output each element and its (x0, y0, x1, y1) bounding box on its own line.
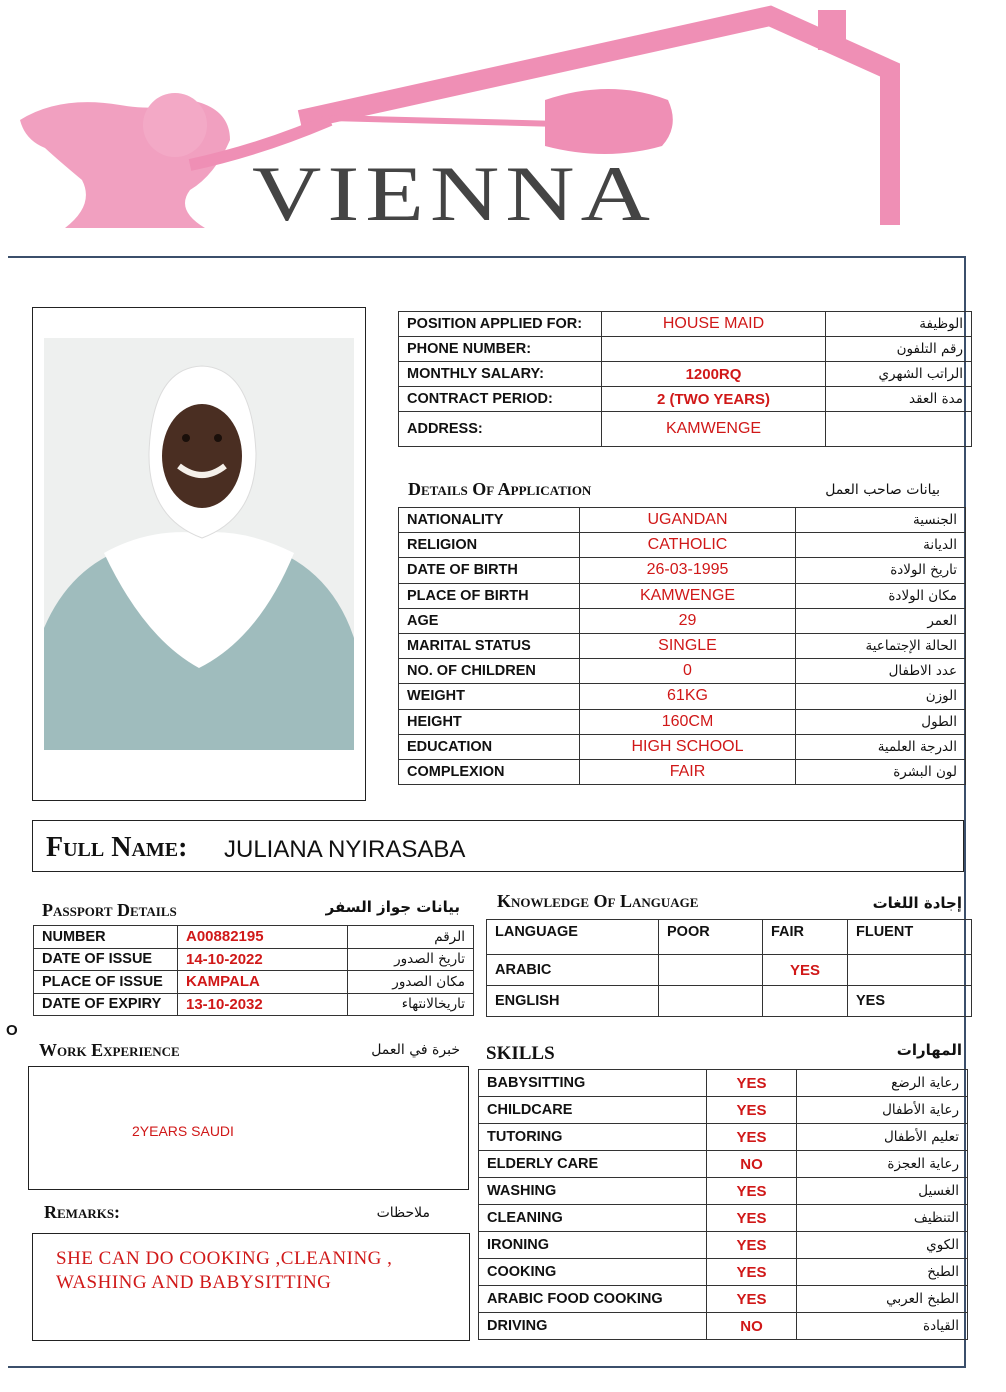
row-label: TUTORING (479, 1124, 707, 1151)
remarks-line-2: WASHING AND BABYSITTING (56, 1272, 332, 1293)
application-table (398, 311, 972, 447)
row-value: A00882195 (178, 926, 348, 949)
row-value: NO (707, 1151, 797, 1178)
row-label-ar: الحالة الإجتماعية (796, 633, 966, 658)
contract-value: 2 (TWO YEARS) (602, 387, 826, 412)
table-row (399, 558, 966, 583)
fair-header: FAIR (763, 920, 848, 955)
language-table (486, 919, 972, 1017)
table-row (479, 1313, 968, 1340)
row-label: IRONING (479, 1232, 707, 1259)
row-label: DATE OF EXPIRY (34, 993, 178, 1016)
table-row (34, 948, 474, 971)
language-fair (763, 986, 848, 1017)
row-label: PLACE OF ISSUE (34, 971, 178, 994)
language-poor (659, 955, 763, 986)
row-label-ar: الطول (796, 709, 966, 734)
brand-name: VIENNA (252, 149, 656, 238)
language-fair: YES (763, 955, 848, 986)
row-label-ar: تاريخالانتهاء (348, 993, 474, 1016)
phone-label: PHONE NUMBER: (399, 337, 602, 362)
row-value: SINGLE (580, 633, 796, 658)
row-label: CLEANING (479, 1205, 707, 1232)
table-row (399, 312, 972, 337)
language-name: ENGLISH (487, 986, 659, 1017)
table-row (34, 971, 474, 994)
row-value: 29 (580, 608, 796, 633)
row-label-ar: عدد الاطفال (796, 659, 966, 684)
row-value: YES (707, 1205, 797, 1232)
row-label: WEIGHT (399, 684, 580, 709)
row-label: DATE OF BIRTH (399, 558, 580, 583)
work-experience-text: 2YEARS SAUDI (132, 1123, 234, 1139)
contract-label-ar: مدة العقد (826, 387, 972, 412)
row-value: 160CM (580, 709, 796, 734)
skills-title-ar: المهارات (896, 1041, 962, 1059)
table-row (479, 1178, 968, 1205)
row-label: NUMBER (34, 926, 178, 949)
applicant-portrait-icon (44, 338, 354, 750)
row-label-ar: الطبخ العربي (797, 1286, 968, 1313)
row-value: NO (707, 1313, 797, 1340)
row-label-ar: الدرجة العلمية (796, 734, 966, 759)
row-label: NO. OF CHILDREN (399, 659, 580, 684)
table-row (399, 734, 966, 759)
table-row (487, 920, 972, 955)
address-label: ADDRESS: (399, 412, 602, 447)
stray-mark: O (6, 1022, 18, 1039)
table-row (399, 659, 966, 684)
table-row (399, 759, 966, 784)
details-title: Details Of Application (408, 479, 592, 499)
row-value: KAMPALA (178, 971, 348, 994)
row-value: YES (707, 1097, 797, 1124)
row-label-ar: الوزن (796, 684, 966, 709)
row-label-ar: تاريخ الولادة (796, 558, 966, 583)
table-row (399, 583, 966, 608)
row-label-ar: الغسيل (797, 1178, 968, 1205)
row-label: HEIGHT (399, 709, 580, 734)
row-value: YES (707, 1124, 797, 1151)
row-label-ar: الديانة (796, 533, 966, 558)
row-label-ar: القيادة (797, 1313, 968, 1340)
table-row (479, 1070, 968, 1097)
row-value: 0 (580, 659, 796, 684)
applicant-photo (44, 338, 354, 750)
row-label-ar: الرقم (348, 926, 474, 949)
table-row (479, 1097, 968, 1124)
table-row (399, 508, 966, 533)
contract-label: CONTRACT PERIOD: (399, 387, 602, 412)
vienna-logo (0, 0, 1006, 250)
row-label-ar: رعاية الأطفال (797, 1097, 968, 1124)
table-row (487, 955, 972, 986)
row-label-ar: مكان الولادة (796, 583, 966, 608)
table-row (34, 926, 474, 949)
row-label: AGE (399, 608, 580, 633)
work-title: Work Experience (39, 1040, 180, 1060)
language-header: LANGUAGE (487, 920, 659, 955)
position-label: POSITION APPLIED FOR: (399, 312, 602, 337)
remarks-title-ar: ملاحظات (376, 1205, 430, 1221)
row-label: EDUCATION (399, 734, 580, 759)
table-row (34, 993, 474, 1016)
language-title-ar: إجادة اللغات (872, 894, 962, 912)
table-row (399, 633, 966, 658)
details-title-ar: بيانات صاحب العمل (825, 482, 940, 498)
row-label: ELDERLY CARE (479, 1151, 707, 1178)
remarks-line-1: SHE CAN DO COOKING ,CLEANING , (56, 1248, 393, 1269)
row-label: DATE OF ISSUE (34, 948, 178, 971)
skills-title: SKILLS (486, 1043, 555, 1064)
table-row (479, 1286, 968, 1313)
details-table (398, 507, 966, 785)
language-poor (659, 986, 763, 1017)
full-name-value: JULIANA NYIRASABA (224, 836, 466, 863)
row-value: YES (707, 1070, 797, 1097)
row-label: COOKING (479, 1259, 707, 1286)
full-name-label: Full Name: (46, 832, 188, 863)
row-value: 26-03-1995 (580, 558, 796, 583)
row-value: YES (707, 1286, 797, 1313)
salary-label: MONTHLY SALARY: (399, 362, 602, 387)
phone-value (602, 337, 826, 362)
row-value: FAIR (580, 759, 796, 784)
row-label-ar: العمر (796, 608, 966, 633)
row-label: CHILDCARE (479, 1097, 707, 1124)
row-value: YES (707, 1232, 797, 1259)
page-frame-bottom (8, 1366, 966, 1368)
phone-label-ar: رقم التلفون (826, 337, 972, 362)
remarks-title: Remarks: (44, 1202, 121, 1222)
row-label-ar: الكوي (797, 1232, 968, 1259)
passport-title: Passport Details (42, 900, 177, 920)
row-label: RELIGION (399, 533, 580, 558)
row-label: COMPLEXION (399, 759, 580, 784)
poor-header: POOR (659, 920, 763, 955)
row-label: BABYSITTING (479, 1070, 707, 1097)
row-value: YES (707, 1259, 797, 1286)
position-label-ar: الوظيفة (826, 312, 972, 337)
work-title-ar: خبرة في العمل (371, 1042, 460, 1058)
table-row (399, 412, 972, 447)
row-value: 13-10-2032 (178, 993, 348, 1016)
table-row (399, 387, 972, 412)
language-title: Knowledge Of Language (497, 891, 699, 911)
address-value: KAMWENGE (602, 412, 826, 447)
passport-table (33, 925, 474, 1016)
language-fluent: YES (848, 986, 972, 1017)
row-label-ar: تاريخ الصدور (348, 948, 474, 971)
work-experience-box (28, 1066, 469, 1190)
row-label-ar: لون البشرة (796, 759, 966, 784)
table-row (479, 1205, 968, 1232)
row-label-ar: تعليم الأطفال (797, 1124, 968, 1151)
table-row (399, 533, 966, 558)
row-label: MARITAL STATUS (399, 633, 580, 658)
row-label: ARABIC FOOD COOKING (479, 1286, 707, 1313)
table-row (479, 1151, 968, 1178)
position-value: HOUSE MAID (602, 312, 826, 337)
row-value: YES (707, 1178, 797, 1205)
passport-title-ar: بيانات جواز السفر (325, 898, 460, 916)
table-row (487, 986, 972, 1017)
row-label-ar: رعاية العجزة (797, 1151, 968, 1178)
row-value: KAMWENGE (580, 583, 796, 608)
row-label: NATIONALITY (399, 508, 580, 533)
salary-value: 1200RQ (602, 362, 826, 387)
row-value: 61KG (580, 684, 796, 709)
row-label-ar: الطبخ (797, 1259, 968, 1286)
row-label: DRIVING (479, 1313, 707, 1340)
row-value: HIGH SCHOOL (580, 734, 796, 759)
table-row (399, 362, 972, 387)
fluent-header: FLUENT (848, 920, 972, 955)
table-row (479, 1124, 968, 1151)
skills-table (478, 1069, 968, 1340)
language-fluent (848, 955, 972, 986)
table-row (479, 1259, 968, 1286)
row-value: 14-10-2022 (178, 948, 348, 971)
row-label-ar: رعاية الرضع (797, 1070, 968, 1097)
row-label-ar: الجنسية (796, 508, 966, 533)
row-label: WASHING (479, 1178, 707, 1205)
address-label-ar (826, 412, 972, 447)
language-name: ARABIC (487, 955, 659, 986)
table-row (399, 337, 972, 362)
row-label: PLACE OF BIRTH (399, 583, 580, 608)
table-row (399, 709, 966, 734)
table-row (399, 608, 966, 633)
row-label-ar: التنظيف (797, 1205, 968, 1232)
table-row (479, 1232, 968, 1259)
salary-label-ar: الراتب الشهري (826, 362, 972, 387)
table-row (399, 684, 966, 709)
page-frame-top (8, 256, 966, 258)
row-label-ar: مكان الصدور (348, 971, 474, 994)
row-value: UGANDAN (580, 508, 796, 533)
row-value: CATHOLIC (580, 533, 796, 558)
